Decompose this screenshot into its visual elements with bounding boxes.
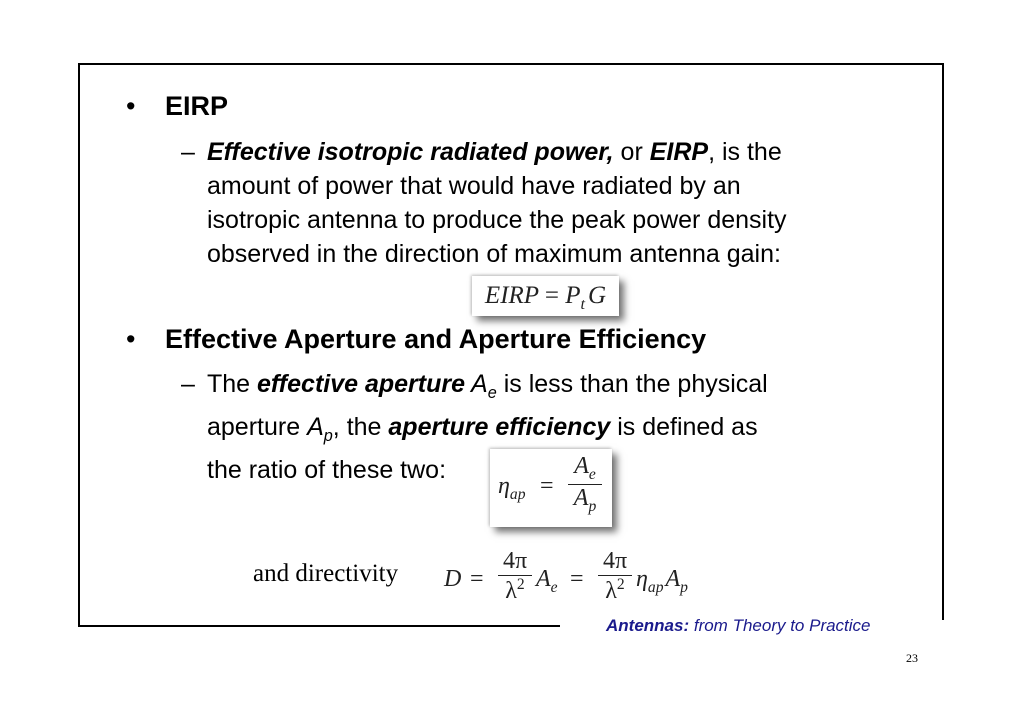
sub-dash: –: [181, 138, 195, 166]
eq-num-sub: e: [588, 465, 596, 483]
eq-den: A: [573, 484, 589, 511]
eq-num: 4π: [502, 548, 528, 574]
eq-sign: =: [544, 282, 559, 309]
eq-den: λ: [505, 578, 517, 604]
eq-ae: [536, 566, 558, 597]
eq-p: P: [565, 282, 581, 309]
sym-ae-sub: e: [487, 384, 497, 402]
eq-den-sup: 2: [616, 576, 625, 593]
bullet-heading: Effective Aperture and Aperture Efficiency: [165, 324, 707, 354]
eq-den: λ: [605, 578, 617, 604]
sym-ap: A: [307, 413, 324, 441]
book-title-rest: from Theory to Practice: [689, 616, 871, 635]
eq-den-sup: 2: [516, 576, 525, 593]
eq-a-sub: e: [550, 578, 558, 596]
eq-g: G: [588, 282, 607, 309]
eq-eta-sub: ap: [647, 578, 664, 596]
text: The: [207, 370, 258, 398]
eq-p-sub: t: [580, 295, 586, 313]
sub-body: [207, 367, 768, 487]
eq-fraction-1: [498, 548, 532, 605]
term-effective-aperture: effective aperture: [257, 370, 466, 398]
sub-dash: –: [181, 370, 195, 398]
sub-body: [207, 135, 787, 271]
text: is defined as: [610, 413, 758, 441]
eq-fraction: [568, 453, 602, 516]
line: isotropic antenna to produce the peak power density: [207, 206, 787, 234]
line1-rest: , is the: [708, 138, 782, 166]
term-aperture-efficiency: aperture efficiency: [388, 413, 611, 441]
bullet-heading: EIRP: [165, 91, 229, 121]
term-eirp: Effective isotropic radiated power,: [207, 138, 614, 166]
eq-sign: =: [470, 566, 484, 592]
book-title-bold: Antennas:: [606, 616, 690, 635]
eq-d: D: [444, 566, 462, 592]
eq-eta-ap: [636, 566, 688, 597]
eq-fraction-2: [598, 548, 632, 605]
text: , the: [332, 413, 389, 441]
eq-eta-sub: ap: [509, 485, 526, 503]
eq-eta: η: [636, 566, 648, 592]
eq-eta: η: [498, 473, 510, 499]
directivity-label: and directivity: [253, 560, 399, 587]
line: amount of power that would have radiated by an: [207, 172, 741, 200]
bullet-dot: •: [126, 91, 136, 121]
equation-eirp: [472, 276, 619, 316]
eq-sign: =: [540, 473, 554, 499]
book-source: [606, 616, 871, 636]
eq-den-sub: p: [588, 497, 597, 515]
bullet-dot: •: [126, 324, 136, 354]
eq-num: A: [574, 453, 589, 479]
eq-num: 4π: [602, 548, 628, 574]
eq-ap-sub: p: [680, 578, 688, 596]
line: the ratio of these two:: [207, 456, 447, 484]
line: observed in the direction of maximum antenna gain:: [207, 240, 781, 268]
abbr-eirp: EIRP: [649, 138, 709, 166]
text: aperture: [207, 413, 308, 441]
eq-sign: =: [570, 566, 584, 592]
equation-aperture-efficiency: [490, 449, 612, 527]
connector-text: or: [613, 138, 650, 166]
text: is less than the physical: [496, 370, 768, 398]
sym-ae: A: [465, 370, 488, 398]
page-number: 23: [906, 651, 918, 665]
sym-ap-sub: p: [323, 427, 333, 445]
eq-lhs: EIRP: [484, 282, 539, 309]
eq-ap: A: [665, 566, 681, 592]
eq-a: A: [536, 566, 551, 592]
